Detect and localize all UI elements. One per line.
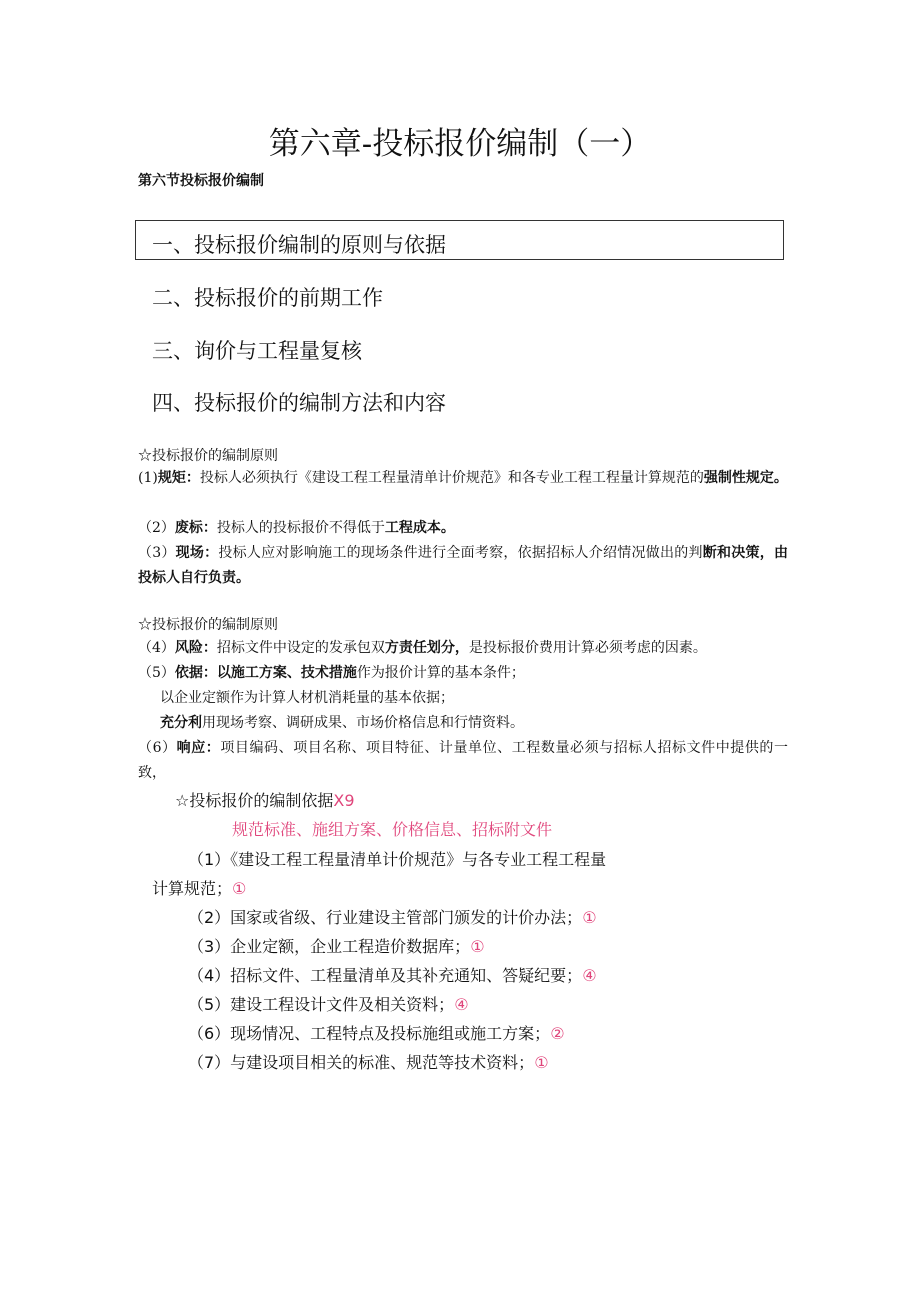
principle-item-3: （3）现场：投标人应对影响施工的现场条件进行全面考察，依据招标人介绍情况做出的判断和决策，由投标人自行负责。 [138,545,789,586]
toc-item-4: 四、投标报价的编制方法和内容 [152,391,446,415]
principle-item-4: （4）风险：招标文件中设定的发承包双方责任划分，是投标报价费用计算必须考虑的因素。 [138,640,707,656]
principle-item-1: (1)规矩：投标人必须执行《建设工程工程量清单计价规范》和各专业工程工程量计算规范的强制性规定。 [138,470,788,486]
toc-item-2: 二、投标报价的前期工作 [152,286,383,310]
basis-item-6: （6）现场情况、工程特点及投标施组或施工方案；② [188,1024,565,1043]
principles-heading-2: ☆投标报价的编制原则 [138,617,278,633]
basis-item-3: （3）企业定额，企业工程造价数据库；① [188,937,485,956]
page-title: 第六章-投标报价编制（一） [268,126,652,162]
basis-item-7: （7）与建设项目相关的标准、规范等技术资料；① [188,1053,549,1072]
principle-item-5: （5）依据：以施工方案、技术措施作为报价计算的基本条件； [138,665,525,681]
principle-item-2: （2）废标：投标人的投标报价不得低于工程成本。 [138,520,455,536]
basis-heading: ☆投标报价的编制依据X9 [175,791,355,810]
section-subtitle: 第六节投标报价编制 [138,173,264,189]
toc-item-3: 三、询价与工程量复核 [152,339,362,363]
basis-summary: 规范标准、施组方案、价格信息、招标附文件 [232,820,553,839]
basis-item-5: （5）建设工程设计文件及相关资料；④ [188,995,469,1014]
basis-item-1-cont: 计算规范；① [152,879,247,898]
basis-item-2: （2）国家或省级、行业建设主管部门颁发的计价办法；① [188,908,597,927]
basis-item-1: （1）《建设工程工程量清单计价规范》与各专业工程工程量 [188,850,607,869]
basis-item-4: （4）招标文件、工程量清单及其补充通知、答疑纪要；④ [188,966,597,985]
principle-item-5-line-2: 以企业定额作为计算人材机消耗量的基本依据； [160,690,454,706]
toc-item-1: 一、投标报价编制的原则与依据 [152,233,446,257]
principle-item-6: （6）响应：项目编码、项目名称、项目特征、计量单位、工程数量必须与招标人招标文件中提供的一致， [138,740,788,781]
principles-heading-1: ☆投标报价的编制原则 [138,448,278,464]
principle-item-5-line-3: 充分利用现场考察、调研成果、市场价格信息和行情资料。 [160,715,524,731]
